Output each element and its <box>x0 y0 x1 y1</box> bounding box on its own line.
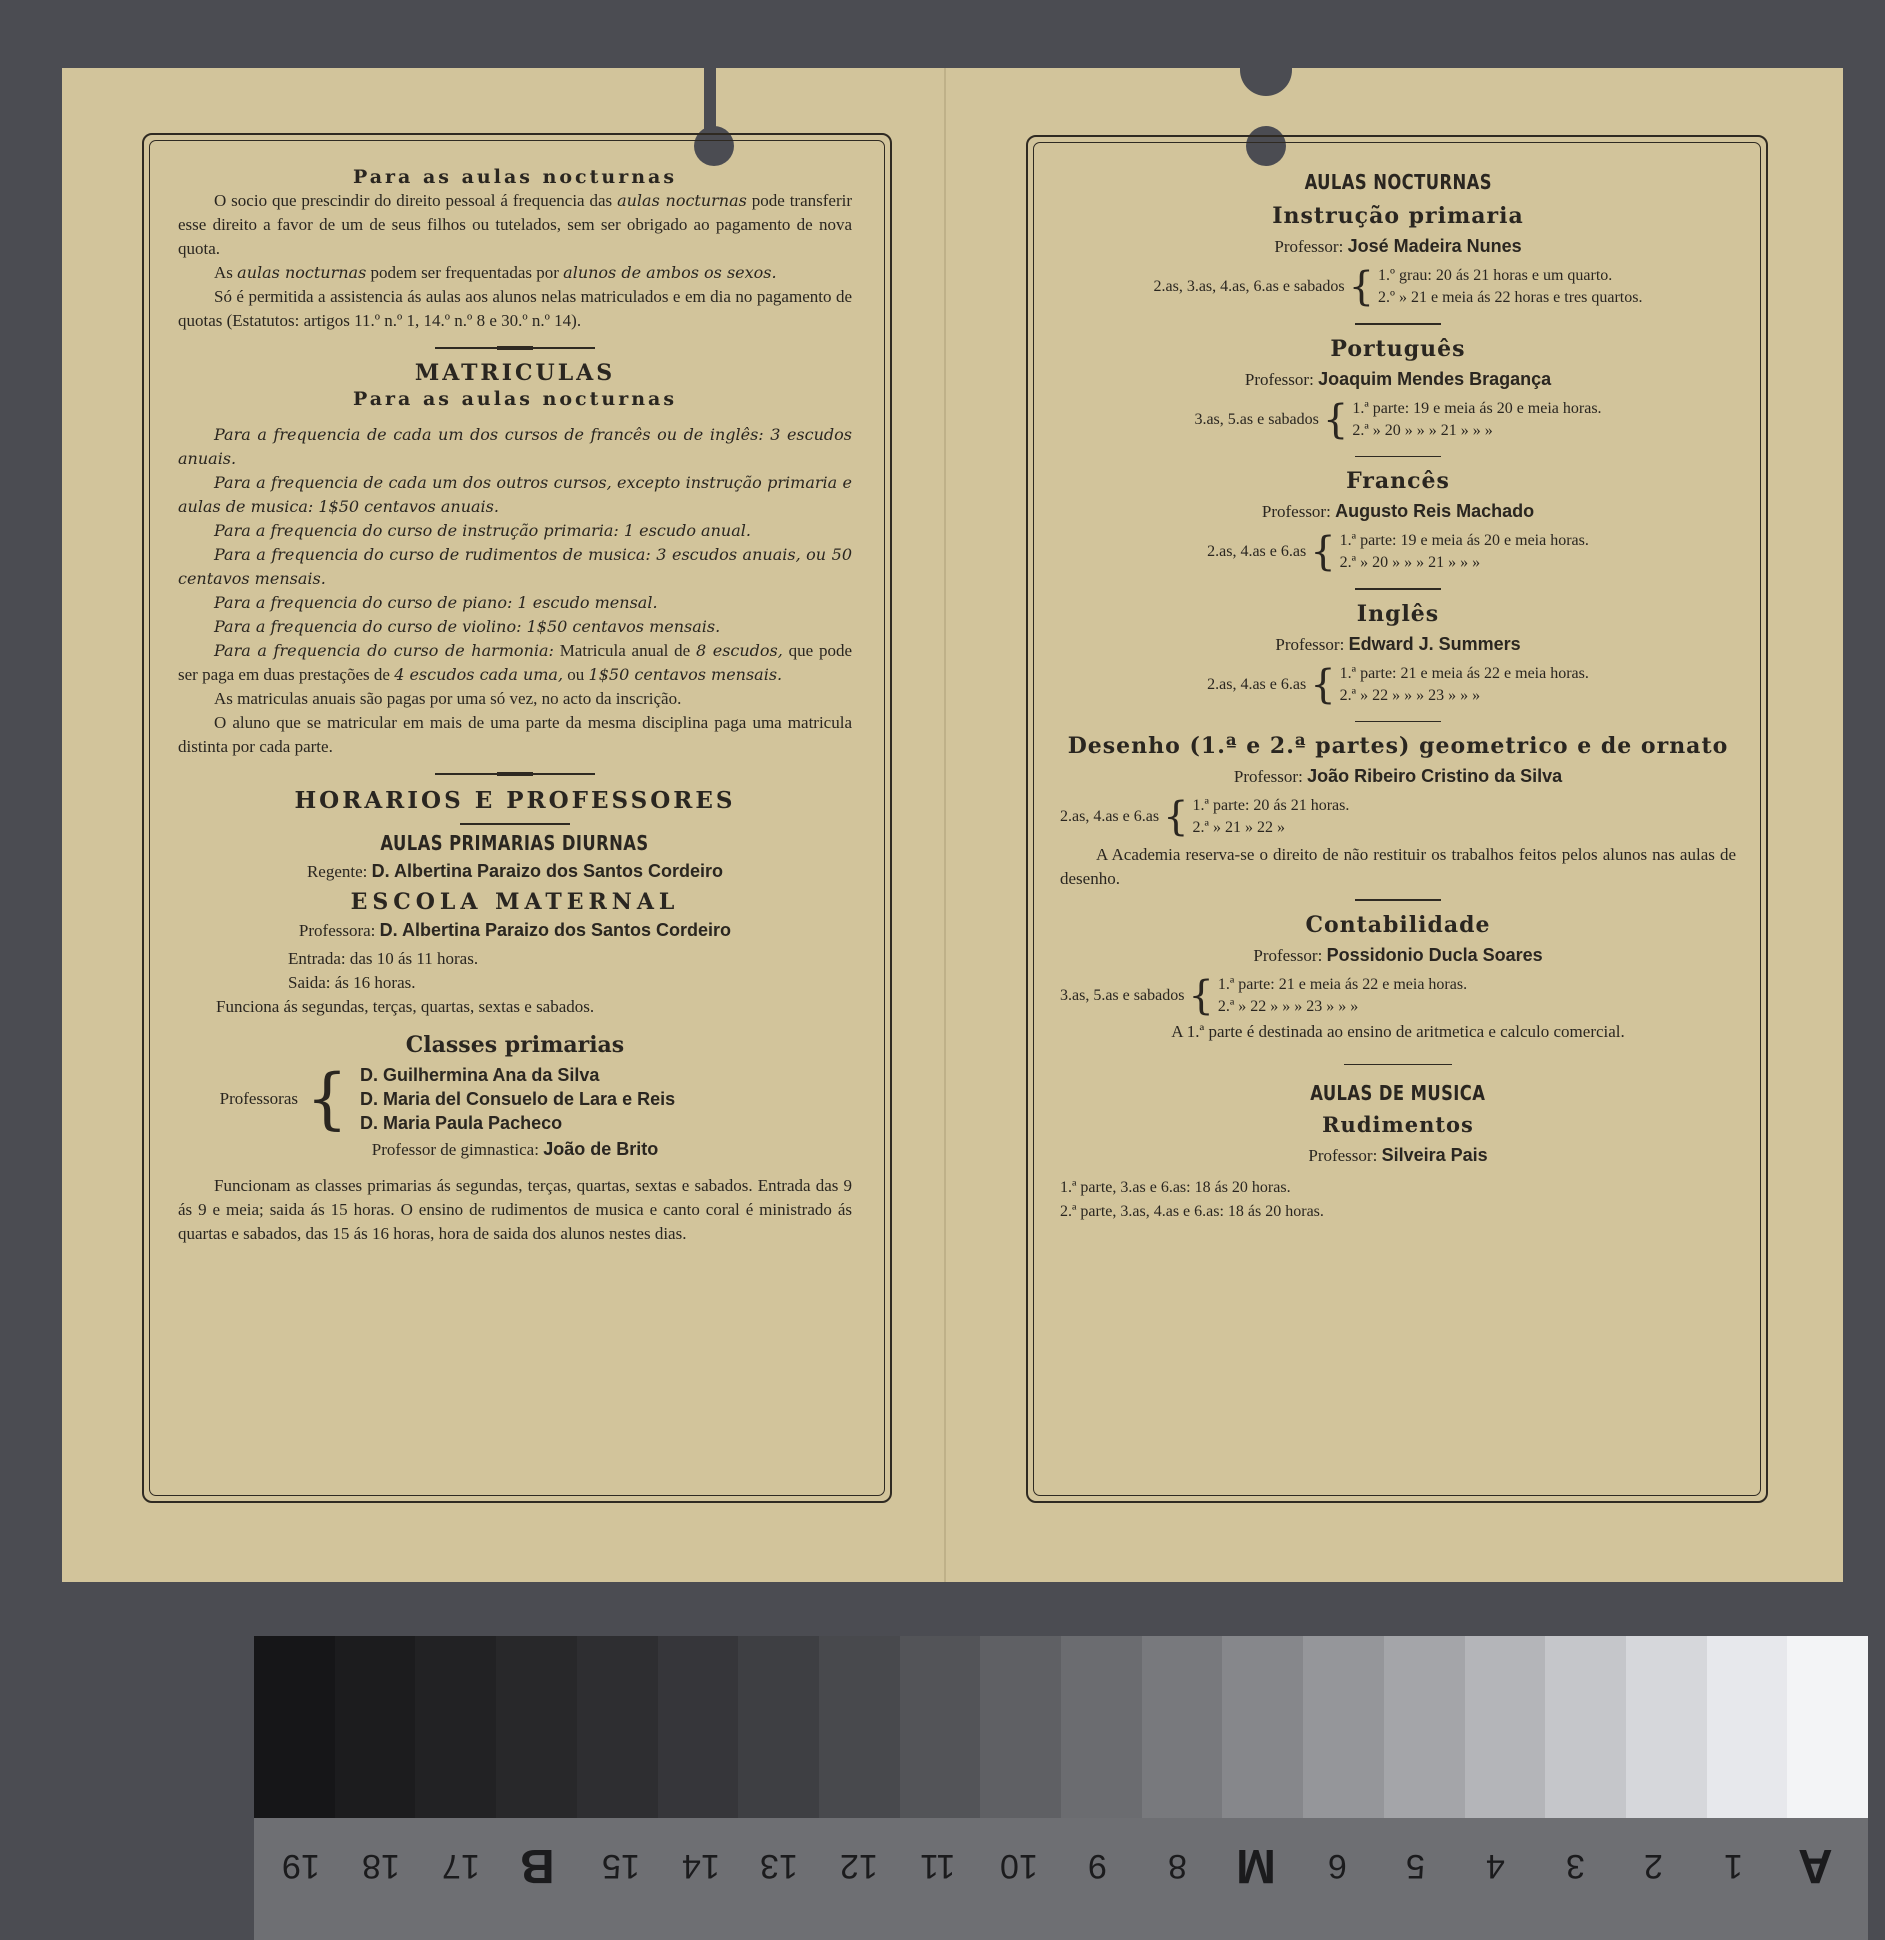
professor-line: Professor: Joaquim Mendes Bragança <box>1244 368 1552 389</box>
color-calibration-strip <box>254 1636 1868 1818</box>
divider <box>1355 323 1441 325</box>
divider <box>460 823 570 825</box>
matriculas-item: Para a frequencia de cada um dos outros cursos, excepto instrução primaria e aulas de musica: 1$50 centavos anuais. <box>178 473 852 516</box>
scale-ruler <box>254 1818 1868 1940</box>
saida-text: Saida: ás 16 horas. <box>288 973 416 992</box>
matriculas-item: Para a frequencia do curso de piano: 1 escudo mensal. <box>214 593 658 612</box>
professora-name: D. Maria Paula Pacheco <box>360 1113 563 1133</box>
professor-line: Professor: Possidonio Ducla Soares <box>1253 944 1543 965</box>
matriculas-subtitle: Para as aulas nocturnas <box>352 388 678 410</box>
matriculas-title: MATRICULAS <box>414 360 616 386</box>
classes-primarias-title: Classes primarias <box>405 1032 625 1058</box>
ruler-label: 5 <box>1406 1847 1425 1885</box>
brace: { <box>306 1060 348 1137</box>
professora-name: D. Guilhermina Ana da Silva <box>360 1065 600 1085</box>
ruler-label: 1 <box>1724 1847 1743 1885</box>
aulas-nocturnas-title: AULAS NOCTURNAS <box>1304 170 1492 194</box>
ruler-label: 6 <box>1328 1847 1347 1885</box>
ruler-label: 2 <box>1644 1847 1663 1885</box>
right-column <box>1060 170 1736 1224</box>
rudimentos-line-2: 2.ª parte, 3.as, 4.as e 6.as: 18 ás 20 horas. <box>1060 1203 1324 1220</box>
rudimentos-title: Rudimentos <box>1322 1112 1474 1137</box>
ruler-label: 10 <box>1000 1847 1038 1885</box>
ruler-label: 4 <box>1486 1847 1505 1885</box>
matriculas-note-2: O aluno que se matricular em mais de uma parte da mesma disciplina paga uma matricula distinta por cada parte. <box>178 713 852 756</box>
funciona-text: Funciona ás segundas, terças, quartas, sextas e sabados. <box>216 997 595 1016</box>
diurnas-title: AULAS PRIMARIAS DIURNAS <box>380 831 650 855</box>
professor-line: Professor: José Madeira Nunes <box>1274 236 1522 256</box>
page-fold <box>944 68 946 1582</box>
ruler-label: 12 <box>840 1847 878 1885</box>
schedule: 2.as, 4.as e 6.as { 1.ª parte: 21 e meia ás 22 e meia horas. 2.ª » 22 » » » 23 » » » <box>1207 661 1589 708</box>
ruler-label: 9 <box>1088 1847 1107 1885</box>
professor-line: Professor: Edward J. Summers <box>1275 633 1521 654</box>
ruler-label: 18 <box>362 1847 400 1885</box>
section-title: Português <box>1330 335 1466 362</box>
schedule: 2.as, 4.as e 6.as { 1.ª parte: 20 ás 21 horas. 2.ª » 21 » 22 » <box>1060 794 1350 840</box>
section-title: Desenho (1.ª e 2.ª partes) geometrico e de ornato <box>1067 733 1729 759</box>
divider <box>1355 899 1441 901</box>
harmonia-item: Para a frequencia do curso de harmonia: Matricula anual de 8 escudos, que pode ser paga em duas prestações de 4 escudos cada uma, ou 1$50 centavos mensais. <box>178 641 852 684</box>
section-title: Contabilidade <box>1305 911 1491 938</box>
professoras-label: Professoras <box>219 1089 298 1108</box>
professor-line: Professor: Augusto Reis Machado <box>1261 501 1535 521</box>
schedule: 2.as, 3.as, 4.as, 6.as e sabados { 1.º grau: 20 ás 21 horas e um quarto. 2.º » 21 e meia ás 22 horas e tres quartos. <box>1153 264 1643 310</box>
matriculas-item: Para a frequencia de cada um dos cursos de francês ou de inglês: 3 escudos anuais. <box>178 425 852 468</box>
divider <box>1355 456 1441 458</box>
regente-line: Regente: D. Albertina Paraizo dos Santos Cordeiro <box>306 861 724 881</box>
professora-line: Professora: D. Albertina Paraizo dos Santos Cordeiro <box>298 920 732 940</box>
ruler-label: M <box>1236 1839 1276 1892</box>
aulas-musica-title: AULAS DE MUSICA <box>1310 1081 1486 1105</box>
horarios-title: HORARIOS E PROFESSORES <box>294 787 736 814</box>
section-title: Instrução primaria <box>1272 203 1524 229</box>
professor-line: Professor: João Ribeiro Cristino da Silva <box>1233 766 1563 786</box>
contabilidade-note: A 1.ª parte é destinada ao ensino de aritmetica e calculo comercial. <box>1171 1021 1625 1041</box>
ruler-label: 15 <box>602 1847 640 1885</box>
section-title: Inglês <box>1356 600 1440 627</box>
rudimentos-line-1: 1.ª parte, 3.as e 6.as: 18 ás 20 horas. <box>1060 1179 1291 1196</box>
ruler-label: 11 <box>920 1847 956 1885</box>
ruler-label: B <box>520 1839 555 1892</box>
schedule: 3.as, 5.as e sabados { 1.ª parte: 19 e meia ás 20 e meia horas. 2.ª » 20 » » » 21 » » » <box>1194 396 1602 443</box>
divider <box>435 347 595 349</box>
noct-paragraph-1: O socio que prescindir do direito pessoal á frequencia das aulas nocturnas pode transferir esse direito a favor de um de seus filhos ou tutelados, sem ser obrigado ao pagamento de nova quota. <box>178 191 853 258</box>
noct-paragraph-3: Só é permitida a assistencia ás aulas aos alunos nelas matriculados e em dia no pagamento de quotas (Estatutos: artigos 11.º n.º 1, 14.º n.º 8 e 30.º n.º 14). <box>178 287 852 330</box>
entrada-text: Entrada: das 10 ás 11 horas. <box>288 949 479 968</box>
professora-name: D. Maria del Consuelo de Lara e Reis <box>360 1089 676 1109</box>
left-tear <box>704 60 716 140</box>
matriculas-item: Para a frequencia do curso de violino: 1$50 centavos mensais. <box>214 617 721 636</box>
noct-title: Para as aulas nocturnas <box>352 166 678 188</box>
desenho-note: A Academia reserva-se o direito de não restituir os trabalhos feitos pelos alunos nas aulas de desenho. <box>1060 845 1736 888</box>
gimnastica-line: Professor de gimnastica: João de Brito <box>371 1139 659 1159</box>
divider <box>1355 588 1441 590</box>
matriculas-item: Para a frequencia do curso de rudimentos de musica: 3 escudos anuais, ou 50 centavos mensais. <box>178 545 852 588</box>
ruler-label: 3 <box>1566 1847 1585 1885</box>
divider <box>435 773 595 775</box>
ruler-label: A <box>1798 1839 1833 1892</box>
schedule: 2.as, 4.as e 6.as { 1.ª parte: 19 e meia ás 20 e meia horas. 2.ª » 20 » » » 21 » » » <box>1207 529 1589 575</box>
divider <box>1355 721 1441 723</box>
escola-maternal-title: ESCOLA MATERNAL <box>350 889 680 915</box>
ruler-label: 14 <box>682 1847 720 1885</box>
section-title: Francês <box>1346 468 1450 494</box>
schedule: 3.as, 5.as e sabados { 1.ª parte: 21 e meia ás 22 e meia horas. 2.ª » 22 » » » 23 » » » <box>1060 972 1468 1019</box>
divider <box>1344 1064 1452 1066</box>
ruler-label: 8 <box>1168 1847 1187 1885</box>
ruler-label: 13 <box>760 1847 798 1885</box>
ruler-label: 19 <box>282 1847 320 1885</box>
matriculas-item: Para a frequencia do curso de instrução primaria: 1 escudo anual. <box>214 521 751 540</box>
ruler-label: 17 <box>442 1847 480 1885</box>
left-column <box>178 165 852 1246</box>
matriculas-note-1: As matriculas anuais são pagas por uma só vez, no acto da inscrição. <box>214 689 682 708</box>
professoras-block <box>178 1060 852 1137</box>
final-paragraph: Funcionam as classes primarias ás segundas, terças, quartas, sextas e sabados. Entrada das 9 ás 9 e meia; saida ás 15 horas. O ensino de rudimentos de musica e canto coral é ministrado ás quartas e sabados, das 15 ás 16 horas, hora de saida dos alunos nestes dias. <box>178 1176 852 1243</box>
professor-line: Professor: Silveira Pais <box>1308 1145 1488 1165</box>
noct-paragraph-2: As aulas nocturnas podem ser frequentadas por alunos de ambos os sexos. <box>214 263 777 282</box>
